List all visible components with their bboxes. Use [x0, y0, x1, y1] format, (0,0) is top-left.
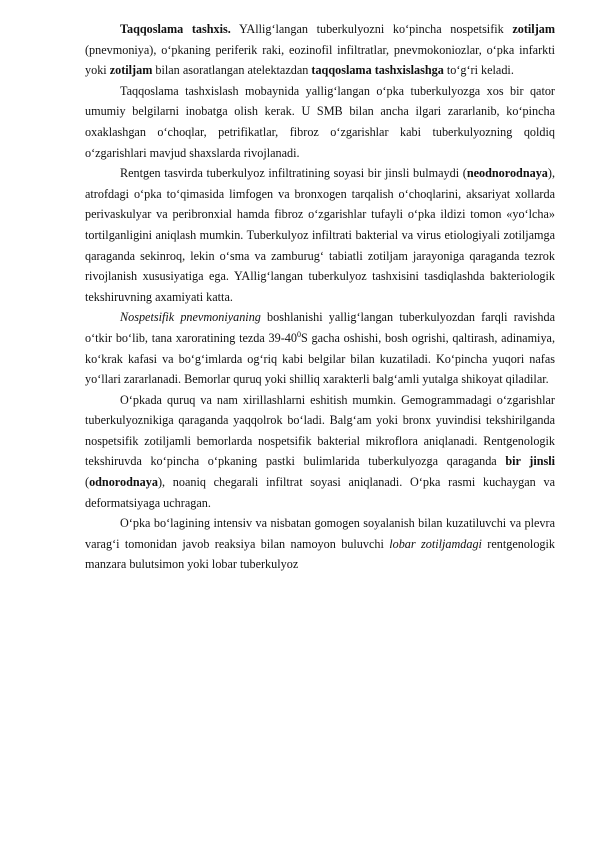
bold-term: taqqoslama tashxislashga — [311, 63, 444, 78]
bold-term: zotiljam — [109, 63, 153, 78]
bold-term: neodnorodnaya — [466, 166, 548, 181]
bold-term: Taqqoslama tashxis. — [120, 22, 231, 36]
text-run: Rentgen tasvirda tuberkulyoz infiltratining soyasi bir jinsli bulmaydi ( — [120, 166, 467, 181]
text-run: O‘pka bo‘lagining intensiv va nisbatan gomogen soyalanish bilan kuzatiluvchi va plevra varag‘i tomonidan javob reaksiya bilan namoyon buluvchi — [85, 516, 555, 551]
bold-term: zotiljam — [512, 22, 555, 36]
text-run: YAllig‘langan tuberkulyozni ko‘pincha nospetsifik — [230, 22, 513, 36]
text-run: rentgenologik manzara bulutsimon yoki lobar tuberkulyoz — [85, 536, 555, 572]
text-run: O‘pkada quruq va nam xirillashlarni eshitish mumkin. Gemogrammadagi o‘zgarishlar tuberkulyoznikiga qaraganda yaqqolrok bo‘ladi. Balg‘am yoki bronx yuvindisi tekshirilganda nospetsifik zotiljamli bemorlarda nospetsifik bakterial mikroflora aniqlanadi. Rentgenologik tekshiruvda ko‘pincha o‘pkaning pastki bulimlarida tuberkulyozga qaraganda — [85, 392, 555, 469]
bold-term: bir jinsli — [505, 454, 556, 469]
superscript: 0 — [296, 329, 301, 339]
text-run: to‘g‘ri keladi. — [443, 63, 514, 78]
italic-term: lobar zotiljamdagi — [389, 536, 482, 551]
paragraph — [85, 19, 555, 81]
text-run: boshlanishi yallig‘langan tuberkulyozdan farqli ravishda o‘tkir bo‘lib, tana xaroratining tezda 39-40 — [85, 310, 556, 345]
bold-term: odnorodnaya — [89, 475, 158, 490]
paragraph — [85, 513, 555, 575]
text-run: ), atrofdagi o‘pka to‘qimasida limfogen va bronxogen tarqalish o‘choqlarini, aksariyat xollarda perivaskulyar va peribronxial hamda fibroz o‘zgarishlar tufayli o‘pka ildizi tomon «yo‘lcha» tortilganligini aniqlash mumkin. Tuberkulyoz infiltrati bakterial va virus etiologiyali zotiljamga qaraganda sekinroq, lekin o‘sma va zamburug‘ tabiatli zotiljam jarayoniga qaraganda tezrok rivojlanish xususiyatiga ega. YAllig‘langan tuberkulyoz tashxisini tasdiqlashda bakteriologik tekshiruvning axamiyati katta. — [85, 166, 555, 304]
paragraph — [85, 81, 555, 163]
text-run: (pnevmoniya), o‘pkaning periferik raki, eozinofil infiltratlar, pnevmokoniozlar, o‘pka infarkti yoki — [85, 42, 555, 78]
text-run: ), noaniq chegarali infiltrat soyasi aniqlanadi. O‘pka rasmi kuchaygan va deformatsiyaga uchragan. — [85, 475, 555, 510]
paragraph — [85, 163, 555, 307]
text-run: bilan asoratlangan atelektazdan — [152, 63, 312, 78]
text-run: ( — [85, 475, 90, 490]
italic-term: Nospetsifik pnevmoniyaning — [120, 310, 261, 325]
paragraph — [85, 307, 555, 389]
document-page — [85, 19, 555, 575]
text-run: S gacha oshishi, bosh ogrishi, qaltirash, adinamiya, ko‘krak kafasi va bo‘g‘imlarda og‘riq kabi belgilar bilan kuzatiladi. Ko‘pincha yuqori nafas yo‘llari zararlanadi. Bemorlar quruq yoki shilliq xarakterli balg‘amli yutalga shikoyat qiladilar. — [85, 330, 555, 387]
text-run: Taqqoslama tashxislash mobaynida yallig‘langan o‘pka tuberkulyozga xos bir qator umumiy belgilarni inobatga olish kerak. U SMB bilan ancha ilgari zararlanib, ko‘pincha oxaklashgan o‘choqlar, petrifikatlar, fibroz o‘zgarishlar kabi tuberkulyozning qoldiq o‘zgarishlari mavjud shaxslarda rivojlanadi. — [85, 83, 555, 160]
paragraph — [85, 390, 555, 514]
